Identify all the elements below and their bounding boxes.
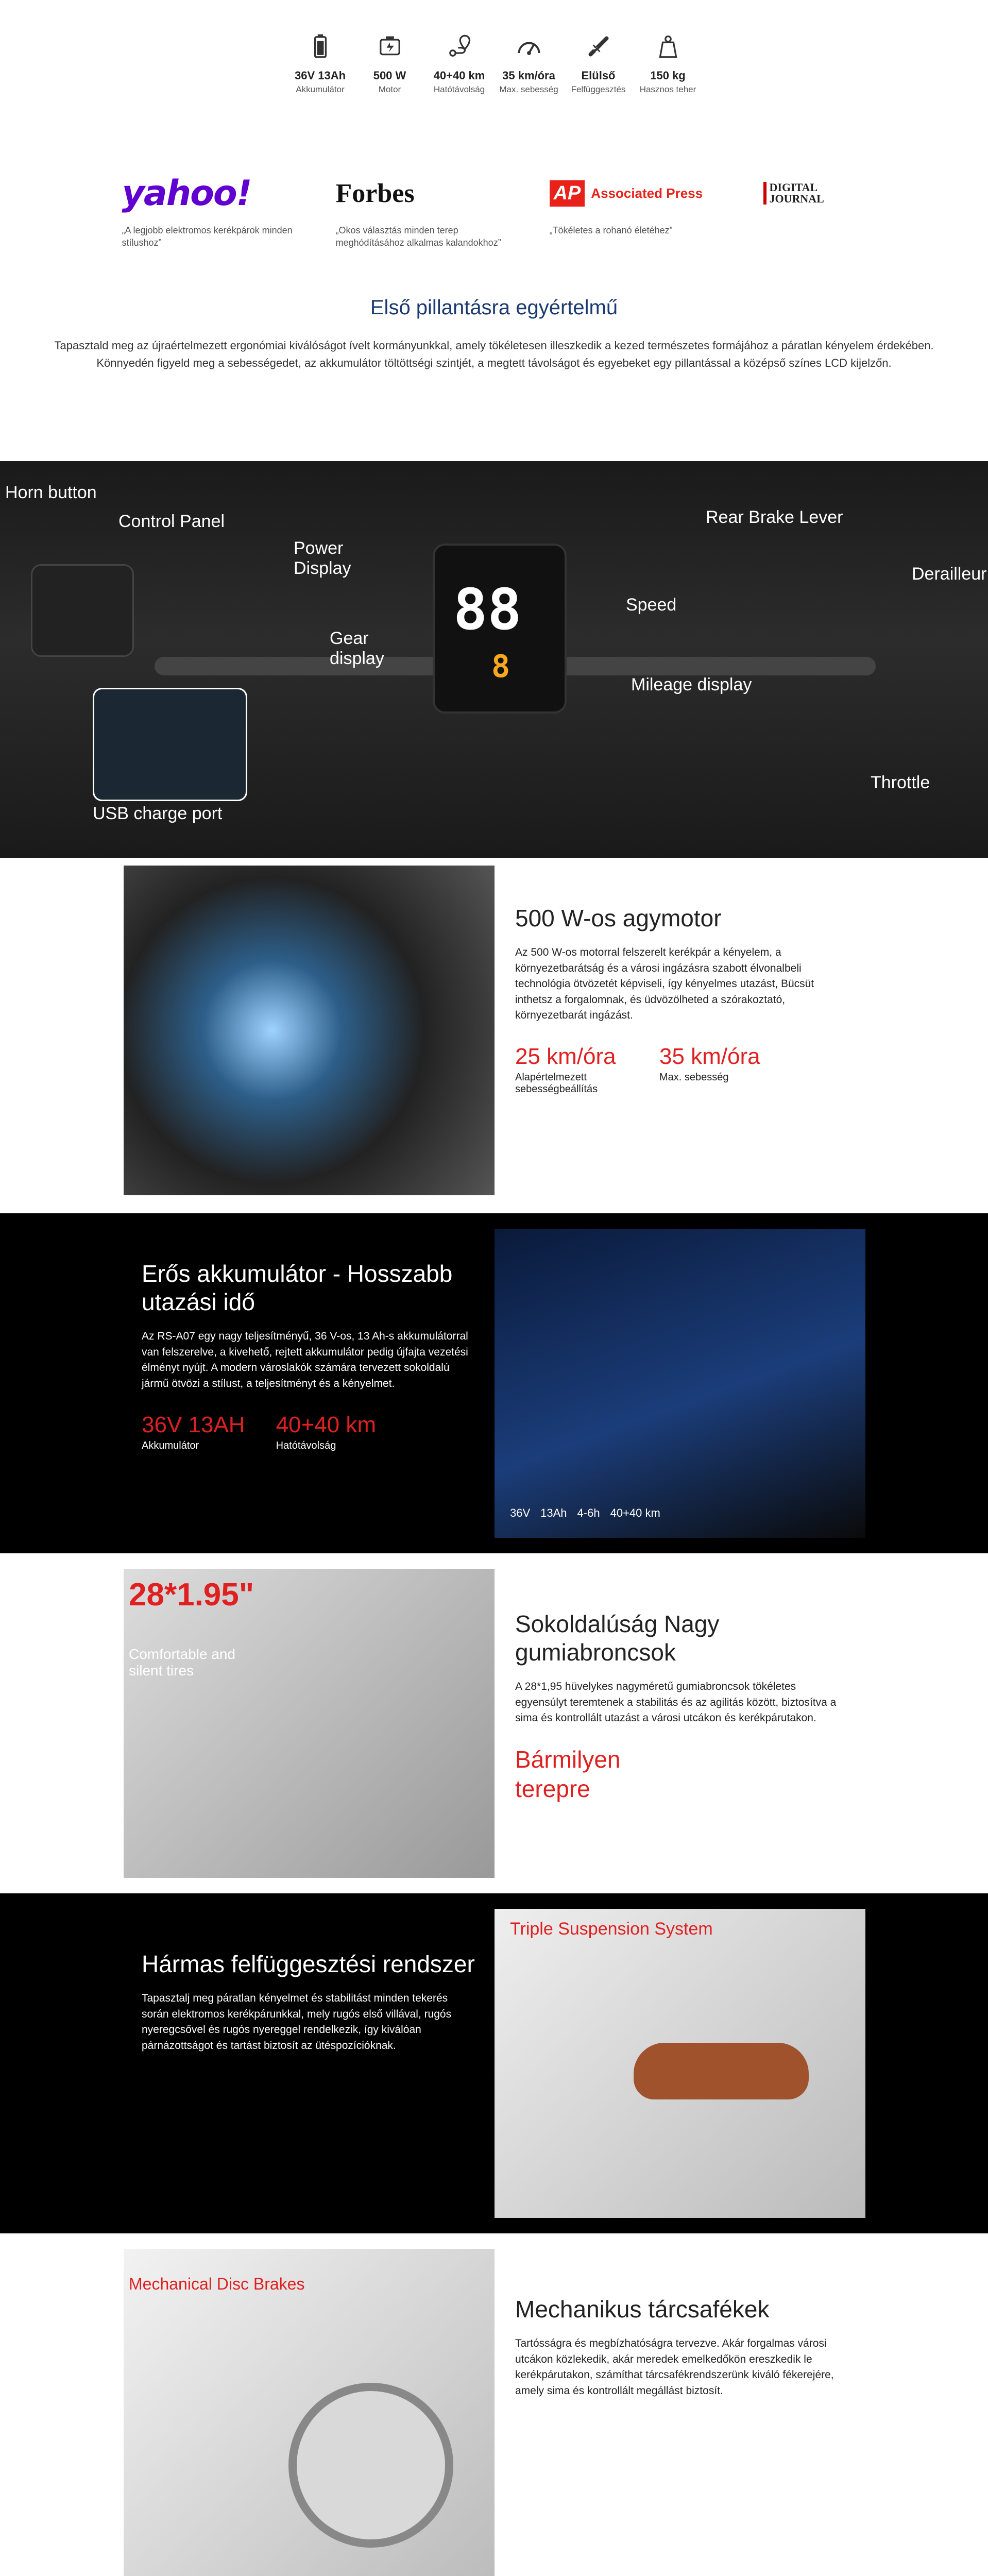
battery-image [495,1229,865,1538]
disc-brake-image: Mechanical Disc Brakes [124,2249,495,2576]
intro-title: Első pillantásra egyértelmű [370,296,618,319]
spec-item-battery [285,31,355,126]
brakes-title: Mechanikus tárcsafékek [515,2296,770,2323]
spec-label: Felfüggesztés [571,84,626,94]
spec-item-load [633,31,703,126]
press-item-digital-journal [763,173,866,281]
suspension-title: Hármas felfüggesztési rendszer [142,1951,475,1977]
battery-strip-charge: 4-6h [577,1506,600,1519]
brakes-section [0,2233,988,2576]
press-item-forbes [336,173,519,281]
motor-stat-default: 25 km/óra Alapértelmezett sebességbeállítás [515,1044,616,1095]
spec-label: Hatótávolság [433,84,485,94]
tires-highlight: Bármilyen terepre [515,1745,621,1803]
spec-label: Motor [378,84,401,94]
battery-strip-voltage: 36V [510,1506,531,1519]
spec-item-speed [494,31,564,126]
tire-image: 28*1.95" Comfortable and silent tires [124,1569,495,1878]
motor-section [0,858,988,1213]
spec-value: 40+40 km [433,69,485,82]
saddle-image [634,2043,809,2099]
spec-value: 36V 13Ah [294,69,346,82]
press-quote: „A legjobb elektromos kerékpárok minden stílushoz” [122,225,293,248]
battery-stat-range: 40+40 km Hatótávolság [276,1412,377,1452]
battery-icon [305,31,336,62]
spec-item-motor [355,31,424,126]
suspension-icon [583,31,614,62]
battery-desc: Az RS-A07 egy nagy teljesítményű, 36 V-os, 13 Ah-s akkumulátorral van felszerelve, a kivehető, rejtett akkumulátor pedig újfajta vezetési élményt nyújt. A modern városlakók számára tervezett sokoldalú jármű ötvözi a stílust, a teljesítményt és a kényelmet. [142,1330,468,1389]
disc-image [288,2383,453,2548]
label-rear-brake: Rear Brake Lever [706,507,843,527]
spec-value: 35 km/óra [502,69,555,82]
spec-strip [0,0,988,126]
tires-section [0,1553,988,1893]
handlebar-banner [0,461,988,858]
speedometer-icon [514,31,544,62]
label-control-panel: Control Panel [118,512,225,531]
battery-strip-capacity: 13Ah [540,1506,567,1519]
motor-icon [374,31,405,62]
label-mileage: Mileage display [631,675,752,694]
battery-title: Erős akkumulátor - Hosszabb utazási idő [142,1260,453,1316]
label-derailleur: Derailleur [912,564,987,584]
spec-value: 500 W [373,69,406,82]
label-throttle: Throttle [871,773,930,792]
intro-text: Tapasztald meg az újraértelmezett ergonómiai kiválóságot ívelt kormányunkkal, amely tökéletesen illeszkedik a kezed természetes formájához a páratlan kényelem érdekében. Könnyedén figyeld meg a sebességedet, az akkumulátor töltöttségi szintjét, a megtett távolságot és egyebeket egy pillantással a középső színes LCD kijelzőn. [54,339,934,370]
label-horn: Horn button [5,483,97,502]
label-gear-display: Gear display [330,629,384,669]
battery-strip-range: 40+40 km [610,1506,660,1519]
spec-value: Elülső [581,69,616,82]
yahoo-logo: yahoo! [122,173,251,214]
associated-press-logo: AP Associated Press [550,173,733,214]
label-speed: Speed [626,595,677,615]
battery-section [0,1213,988,1553]
suspension-section [0,1893,988,2233]
tires-title: Sokoldalúság Nagy gumiabroncsok [515,1611,720,1666]
battery-stat-capacity: 36V 13AH Akkumulátor [142,1412,245,1452]
press-quote: „Tökéletes a rohanó életéhez” [549,225,673,235]
motor-title: 500 W-os agymotor [515,905,722,931]
press-quote: „Okos választás minden terep meghódításához alkalmas kalandokhoz” [335,225,501,248]
intro-section [0,281,988,461]
press-section [0,126,988,281]
usb-port-image [93,688,247,801]
route-icon [444,31,475,62]
suspension-image: Triple Suspension System [495,1909,865,2218]
brakes-desc: Tartósságra és megbízhatóságra tervezve. Akár forgalmas városi utcákon közlekedik, akár meredek emelkedőkön ereszkedik le kerékpárutakon, számíthat tárcsafékrendszerünk kiváló fékerejére, amely sima és kontrollált megállást biztosít. [515,2337,834,2397]
hub-motor-image [124,866,495,1195]
motor-desc: Az 500 W-os motorral felszerelt kerékpár a kényelem, a környezetbarátság és a városi ingázásra szabott élvonalbeli technológia ötvözetét képviseli, így kényelmes utazást, Bücsüt inthetsz a forgalomnak, és üdvözölheted a szórakoztató, környezetbarát ingázást. [515,946,814,1021]
label-usb: USB charge port [93,804,223,823]
spec-label: Hasznos teher [639,84,696,94]
suspension-desc: Tapasztalj meg páratlan kényelmet és stabilitást minden tekerés során elektromos kerékpárunkkal, mely rugós első villával, rugós nyeregcsővel és rugós nyereggel rendelkezik, így kiválóan párnázottságot és tartást biztosít az ütéspozícióknak. [142,1992,452,2052]
weight-icon [653,31,684,62]
control-panel-image [31,564,134,657]
lcd-display-image: 88 8 [433,544,567,714]
forbes-logo: Forbes [335,178,415,208]
spec-item-suspension [564,31,633,126]
spec-label: Max. sebesség [499,84,558,94]
digital-journal-logo: DIGITAL JOURNAL [763,173,866,214]
spec-value: 150 kg [650,69,686,82]
press-item-ap [550,173,733,281]
spec-label: Akkumulátor [296,84,345,94]
motor-stat-max: 35 km/óra Max. sebesség [659,1044,760,1083]
press-item-yahoo [122,173,305,281]
label-power-display: Power Display [294,538,351,579]
tires-desc: A 28*1,95 hüvelykes nagyméretű gumiabroncsok tökéletes egyensúlyt teremtenek a stabilitás és az agilitás között, biztosítva a sima és kontrollált utazást a városi utcákon és kerékpárutakon. [515,1681,837,1724]
spec-item-range [424,31,494,126]
